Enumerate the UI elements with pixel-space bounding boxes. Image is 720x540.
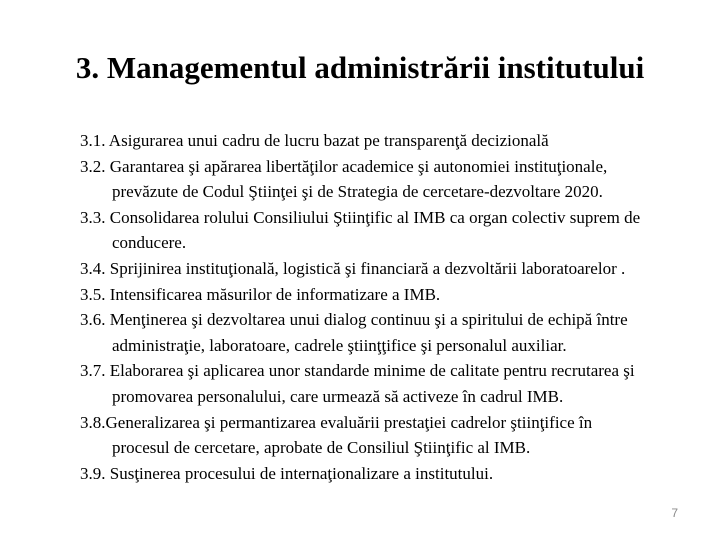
list-item-3-6 — [80, 307, 690, 358]
list-item-3-4 — [80, 256, 690, 282]
item-line: 3.6. Menţinerea şi dezvoltarea unui dialog continuu şi a spiritului de echipă între — [80, 310, 628, 330]
list-item-3-1 — [80, 128, 690, 154]
item-line-continuation: promovarea personalului, care urmează să activeze în cadrul IMB. — [112, 386, 564, 406]
item-line: 3.1. Asigurarea unui cadru de lucru bazat pe transparenţă decizională — [80, 131, 549, 150]
item-line-continuation: procesul de cercetare, aprobate de Consiliul Ştiinţific al IMB. — [112, 438, 531, 458]
item-line: 3.5. Intensificarea măsurilor de informatizare a IMB. — [80, 284, 441, 304]
item-line-continuation: prevăzute de Codul Ştiinţei şi de Strategia de cercetare-dezvoltare 2020. — [112, 182, 603, 202]
item-line: 3.3. Consolidarea rolului Consiliului Ştiinţific al IMB ca organ colectiv suprem de — [80, 207, 641, 227]
list-item-3-7 — [80, 358, 690, 409]
item-line: 3.9. Susţinerea procesului de internaţionalizare a institutului. — [80, 463, 494, 483]
page-number: 7 — [671, 506, 678, 520]
list-item-3-2 — [80, 154, 690, 205]
item-list — [80, 128, 690, 486]
list-item-3-3 — [80, 205, 690, 256]
item-line: 3.4. Sprijinirea instituţională, logistică şi financiară a dezvoltării laboratoarelor . — [80, 258, 626, 278]
item-line: 3.8.Generalizarea şi permantizarea evaluării prestaţiei cadrelor ştiinţifice în — [80, 412, 593, 432]
list-item-3-5 — [80, 282, 690, 308]
item-line: 3.7. Elaborarea şi aplicarea unor standarde minime de calitate pentru recrutarea şi — [80, 361, 635, 381]
list-item-3-9 — [80, 461, 690, 487]
list-item-3-8 — [80, 410, 690, 461]
item-line-continuation: conducere. — [112, 233, 187, 253]
item-line: 3.2. Garantarea şi apărarea libertăţilor academice şi autonomiei instituţionale, — [80, 156, 608, 176]
item-line-continuation: administraţie, laboratoare, cadrele ştiinţţifice şi personalul auxiliar. — [112, 335, 567, 355]
slide-title: 3. Managementul administrării institutului — [75, 50, 645, 85]
